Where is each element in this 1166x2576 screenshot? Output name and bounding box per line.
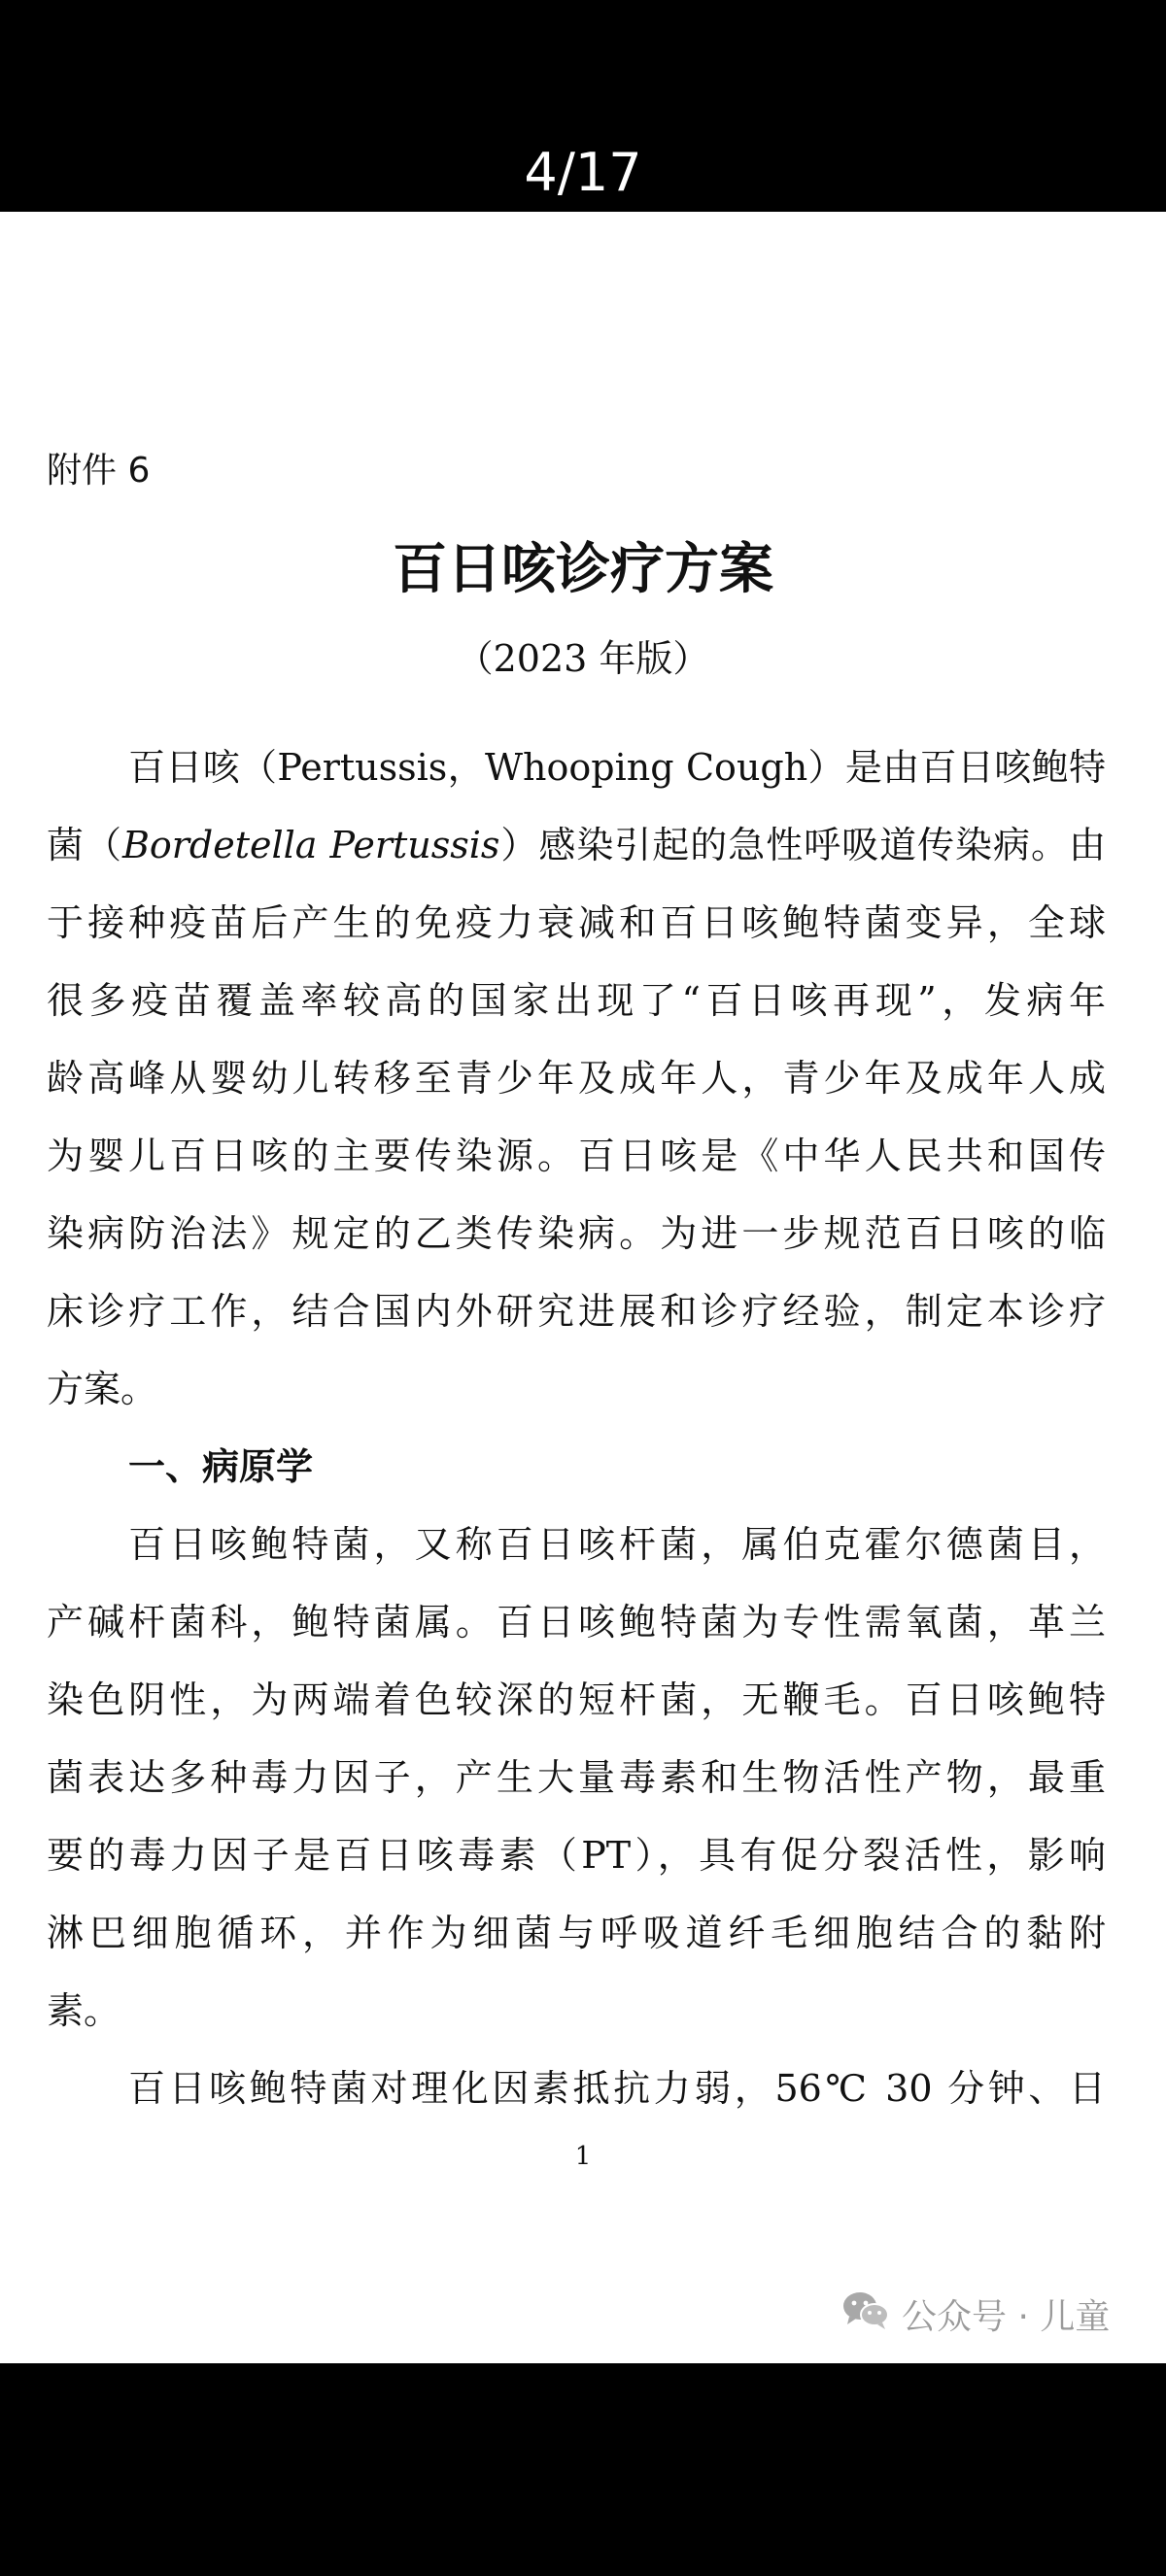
attachment-label: 附件 6 [47, 451, 151, 491]
paragraph-line: 要的毒力因子是百日咳毒素（PT），具有促分裂活性，影响 [47, 1834, 1106, 1877]
species-name: Bordetella Pertussis [121, 824, 500, 866]
paragraph-line: 于接种疫苗后产生的免疫力衰减和百日咳鲍特菌变异，全球 [47, 901, 1106, 944]
watermark [841, 2287, 1110, 2341]
paragraph-line: 龄高峰从婴幼儿转移至青少年及成年人，青少年及成年人成 [47, 1057, 1106, 1100]
paragraph-line: 菌表达多种毒力因子，产生大量毒素和生物活性产物，最重 [47, 1756, 1106, 1799]
document-title: 百日咳诊疗方案 [393, 537, 773, 601]
paragraph-line: 产碱杆菌科，鲍特菌属。百日咳鲍特菌为专性需氧菌，革兰 [47, 1601, 1106, 1644]
paragraph-line: 淋巴细胞循环，并作为细菌与呼吸道纤毛细胞结合的黏附 [47, 1912, 1106, 1954]
watermark-text: 公众号 · 儿童 [902, 2296, 1111, 2337]
page-counter: 4/17 [524, 142, 642, 203]
paragraph-line: 百日咳鲍特菌，又称百日咳杆菌，属伯克霍尔德菌目， [128, 1523, 1106, 1566]
paragraph-line: 素。 [47, 1989, 121, 2032]
document-edition: （2023 年版） [456, 637, 710, 680]
document-page[interactable] [0, 212, 1166, 2363]
text-fragment: 菌（ [47, 824, 122, 866]
paragraph-line: 百日咳（Pertussis，Whooping Cough）是由百日咳鲍特 [128, 746, 1106, 789]
viewer-top-bar [0, 0, 1166, 212]
text-fragment: ）感染引起的急性呼吸道传染病。由 [499, 824, 1106, 866]
paragraph-line: 床诊疗工作，结合国内外研究进展和诊疗经验，制定本诊疗 [47, 1290, 1106, 1333]
page-number: 1 [574, 2142, 592, 2171]
paragraph-line [47, 806, 1106, 884]
viewer-bottom-bar [0, 2363, 1166, 2576]
paragraph-line: 很多疫苗覆盖率较高的国家出现了“百日咳再现”，发病年 [47, 979, 1106, 1022]
paragraph-line: 方案。 [47, 1368, 158, 1410]
paragraph-line: 染病防治法》规定的乙类传染病。为进一步规范百日咳的临 [47, 1212, 1106, 1255]
section-heading: 一、病原学 [128, 1445, 314, 1488]
paragraph-line: 染色阴性，为两端着色较深的短杆菌，无鞭毛。百日咳鲍特 [47, 1678, 1106, 1721]
paragraph-line: 百日咳鲍特菌对理化因素抵抗力弱，56℃ 30 分钟、日 [128, 2067, 1106, 2110]
wechat-icon [841, 2289, 890, 2339]
paragraph-line: 为婴儿百日咳的主要传染源。百日咳是《中华人民共和国传 [47, 1135, 1106, 1177]
